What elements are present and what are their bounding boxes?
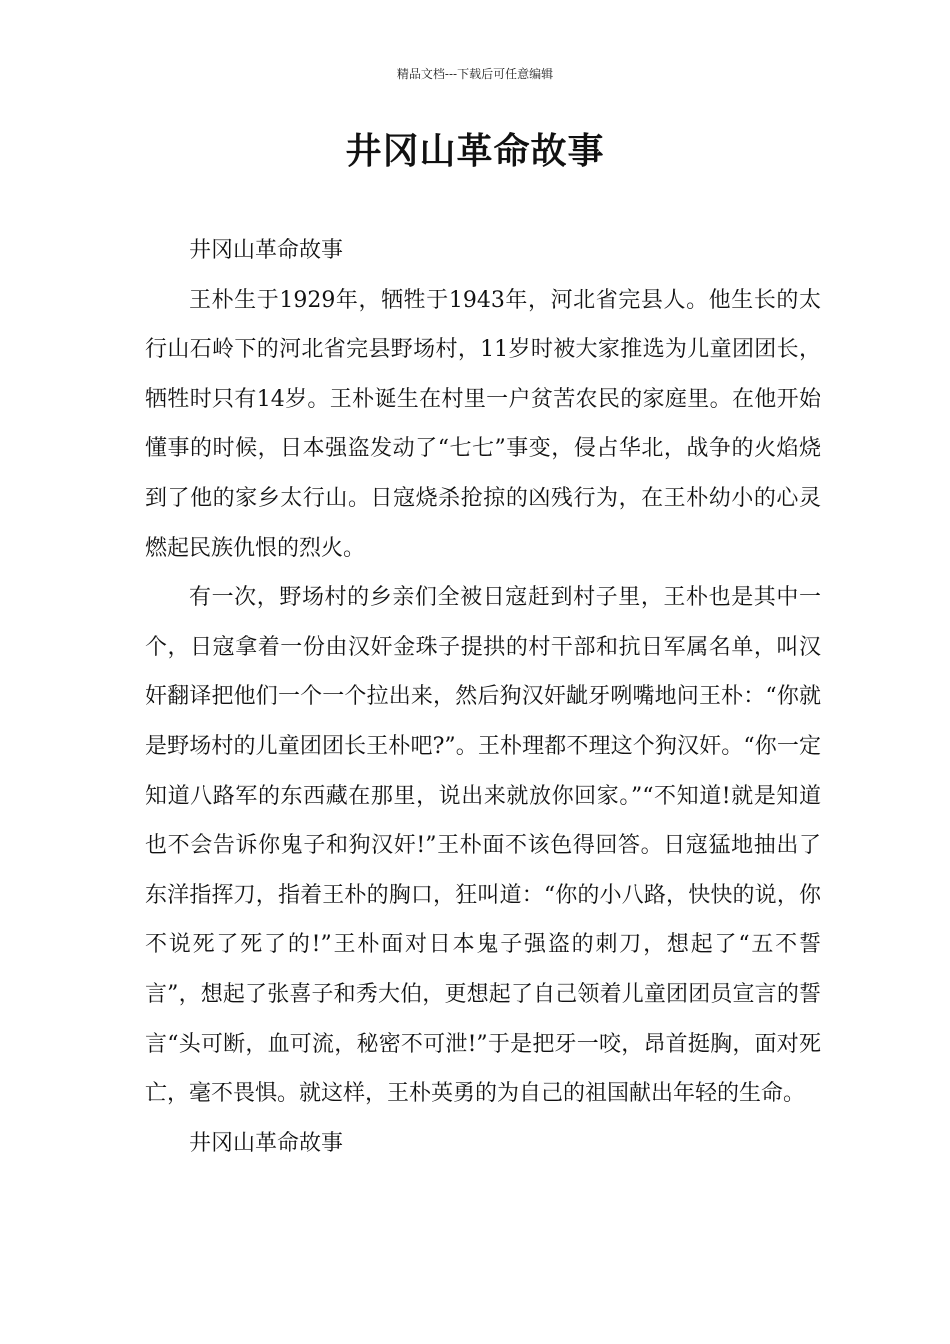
document-body — [145, 226, 821, 1168]
paragraph-subtitle: 井冈山革命故事 — [189, 238, 344, 263]
header-note: 精品文档---下载后可任意编辑 — [396, 67, 554, 81]
document-title: 井冈山革命故事 — [345, 131, 605, 172]
paragraph-story: 有一次，野场村的乡亲们全被日寇赶到村子里，王朴也是其中一个，日寇拿着一份由汉奸金珠子提拱的村干部和抗日军属名单，叫汉奸翻译把他们一个一个拉出来，然后狗汉奸龇牙咧嘴地问王朴：“你就是野场村的儿童团团长王朴吧?”。王朴理都不理这个狗汉奸。“你一定知道八路军的东西藏在那里，说出来就放你回家。”“不知道!就是知道也不会告诉你鬼子和狗汉奸!”王朴面不该色得回答。日寇猛地抽出了东洋指挥刀，指着王朴的胸口，狂叫道：“你的小八路，快快的说，你不说死了死了的!”王朴面对日本鬼子强盗的刺刀，想起了“五不誓言”，想起了张喜子和秀大伯，更想起了自己领着儿童团团员宣言的誓言“头可断，血可流，秘密不可泄!”于是把牙一咬，昂首挺胸，面对死亡，毫不畏惧。就这样，王朴英勇的为自己的祖国献出年轻的生命。 — [145, 585, 821, 1107]
paragraph-biography: 王朴生于1929年，牺牲于1943年，河北省完县人。他生长的太行山石岭下的河北省完县野场村，11岁时被大家推选为儿童团团长，牺牲时只有14岁。王朴诞生在村里一户贫苦农民的家庭里。在他开始懂事的时候，日本强盗发动了“七七”事变，侵占华北，战争的火焰烧到了他的家乡太行山。日寇烧杀抢掠的凶残行为，在王朴幼小的心灵燃起民族仇恨的烈火。 — [145, 287, 821, 561]
paragraph-next-heading: 井冈山革命故事 — [189, 1130, 344, 1156]
